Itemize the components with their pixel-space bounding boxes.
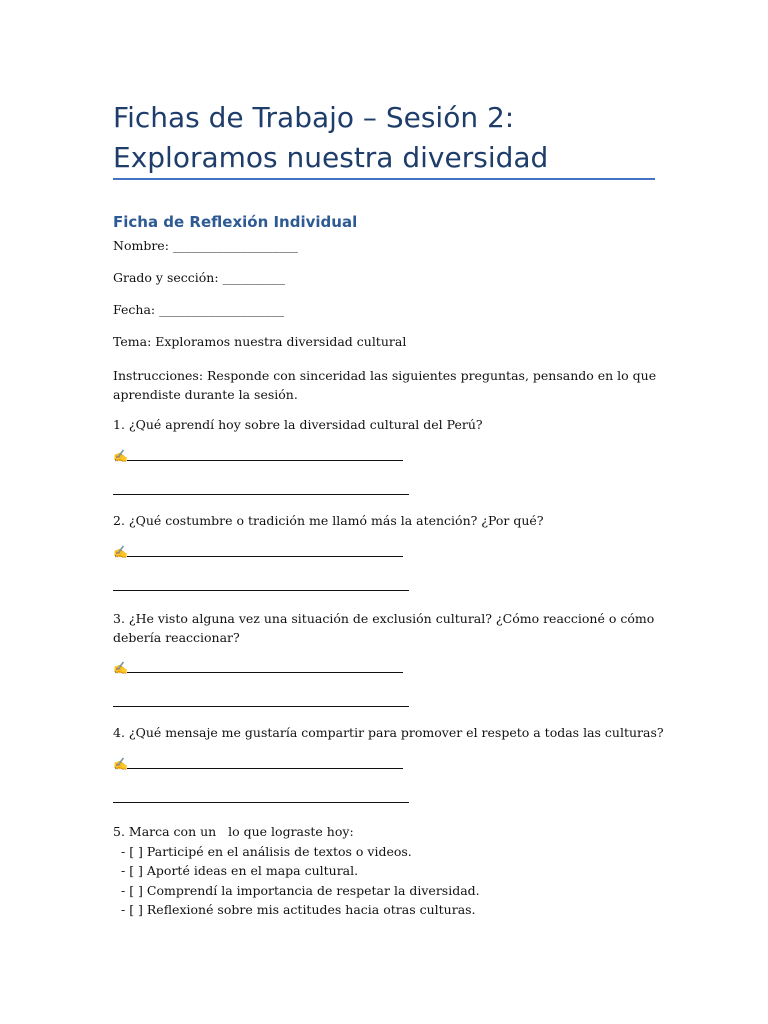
checklist-item: - [ ] Reflexioné sobre mis actitudes hacia otras culturas. bbox=[121, 902, 476, 917]
nombre-field: Nombre: ____________________ bbox=[113, 238, 298, 253]
tema-line: Tema: Exploramos nuestra diversidad cultural bbox=[113, 334, 407, 349]
document-title bbox=[113, 98, 658, 178]
answer-line-3a bbox=[113, 661, 403, 675]
pencil-icon: ✍ bbox=[113, 757, 128, 771]
answer-line-2a bbox=[113, 545, 403, 559]
section-subtitle: Ficha de Reflexión Individual bbox=[113, 213, 358, 231]
checklist-item: - [ ] Comprendí la importancia de respetar la diversidad. bbox=[121, 882, 480, 898]
question-4: 4. ¿Qué mensaje me gustaría compartir para promover el respeto a todas las culturas? bbox=[113, 725, 664, 740]
answer-line-1b bbox=[113, 494, 409, 495]
title-underline bbox=[113, 178, 655, 180]
question-2: 2. ¿Qué costumbre o tradición me llamó más la atención? ¿Por qué? bbox=[113, 513, 544, 528]
checklist-heading: 5. Marca con un lo que lograste hoy: bbox=[113, 824, 354, 839]
answer-line-4a bbox=[113, 757, 403, 771]
title-line-1: Fichas de Trabajo – Sesión 2: bbox=[113, 101, 515, 134]
question-3: 3. ¿He visto alguna vez una situación de exclusión cultural? ¿Cómo reaccioné o cómo debería reaccionar? bbox=[113, 611, 655, 645]
question-1: 1. ¿Qué aprendí hoy sobre la diversidad cultural del Perú? bbox=[113, 417, 483, 432]
pencil-icon: ✍ bbox=[113, 449, 128, 463]
self-evaluation-checklist bbox=[113, 822, 480, 920]
checklist-item: - [ ] Participé en el análisis de textos o videos. bbox=[121, 843, 412, 859]
title-line-2: Exploramos nuestra diversidad bbox=[113, 141, 549, 174]
pencil-icon: ✍ bbox=[113, 661, 128, 675]
grado-field: Grado y sección: __________ bbox=[113, 270, 286, 285]
fecha-field: Fecha: ____________________ bbox=[113, 302, 285, 317]
answer-line-2b bbox=[113, 590, 409, 591]
pencil-icon: ✍ bbox=[113, 545, 128, 559]
answer-line-3b bbox=[113, 706, 409, 707]
answer-line-4b bbox=[113, 802, 409, 803]
checklist-item: - [ ] Aporté ideas en el mapa cultural. bbox=[121, 863, 359, 878]
instructions-text: Instrucciones: Responde con sinceridad las siguientes preguntas, pensando en lo que aprendiste durante la sesión. bbox=[113, 368, 657, 402]
answer-line-1a bbox=[113, 449, 403, 463]
